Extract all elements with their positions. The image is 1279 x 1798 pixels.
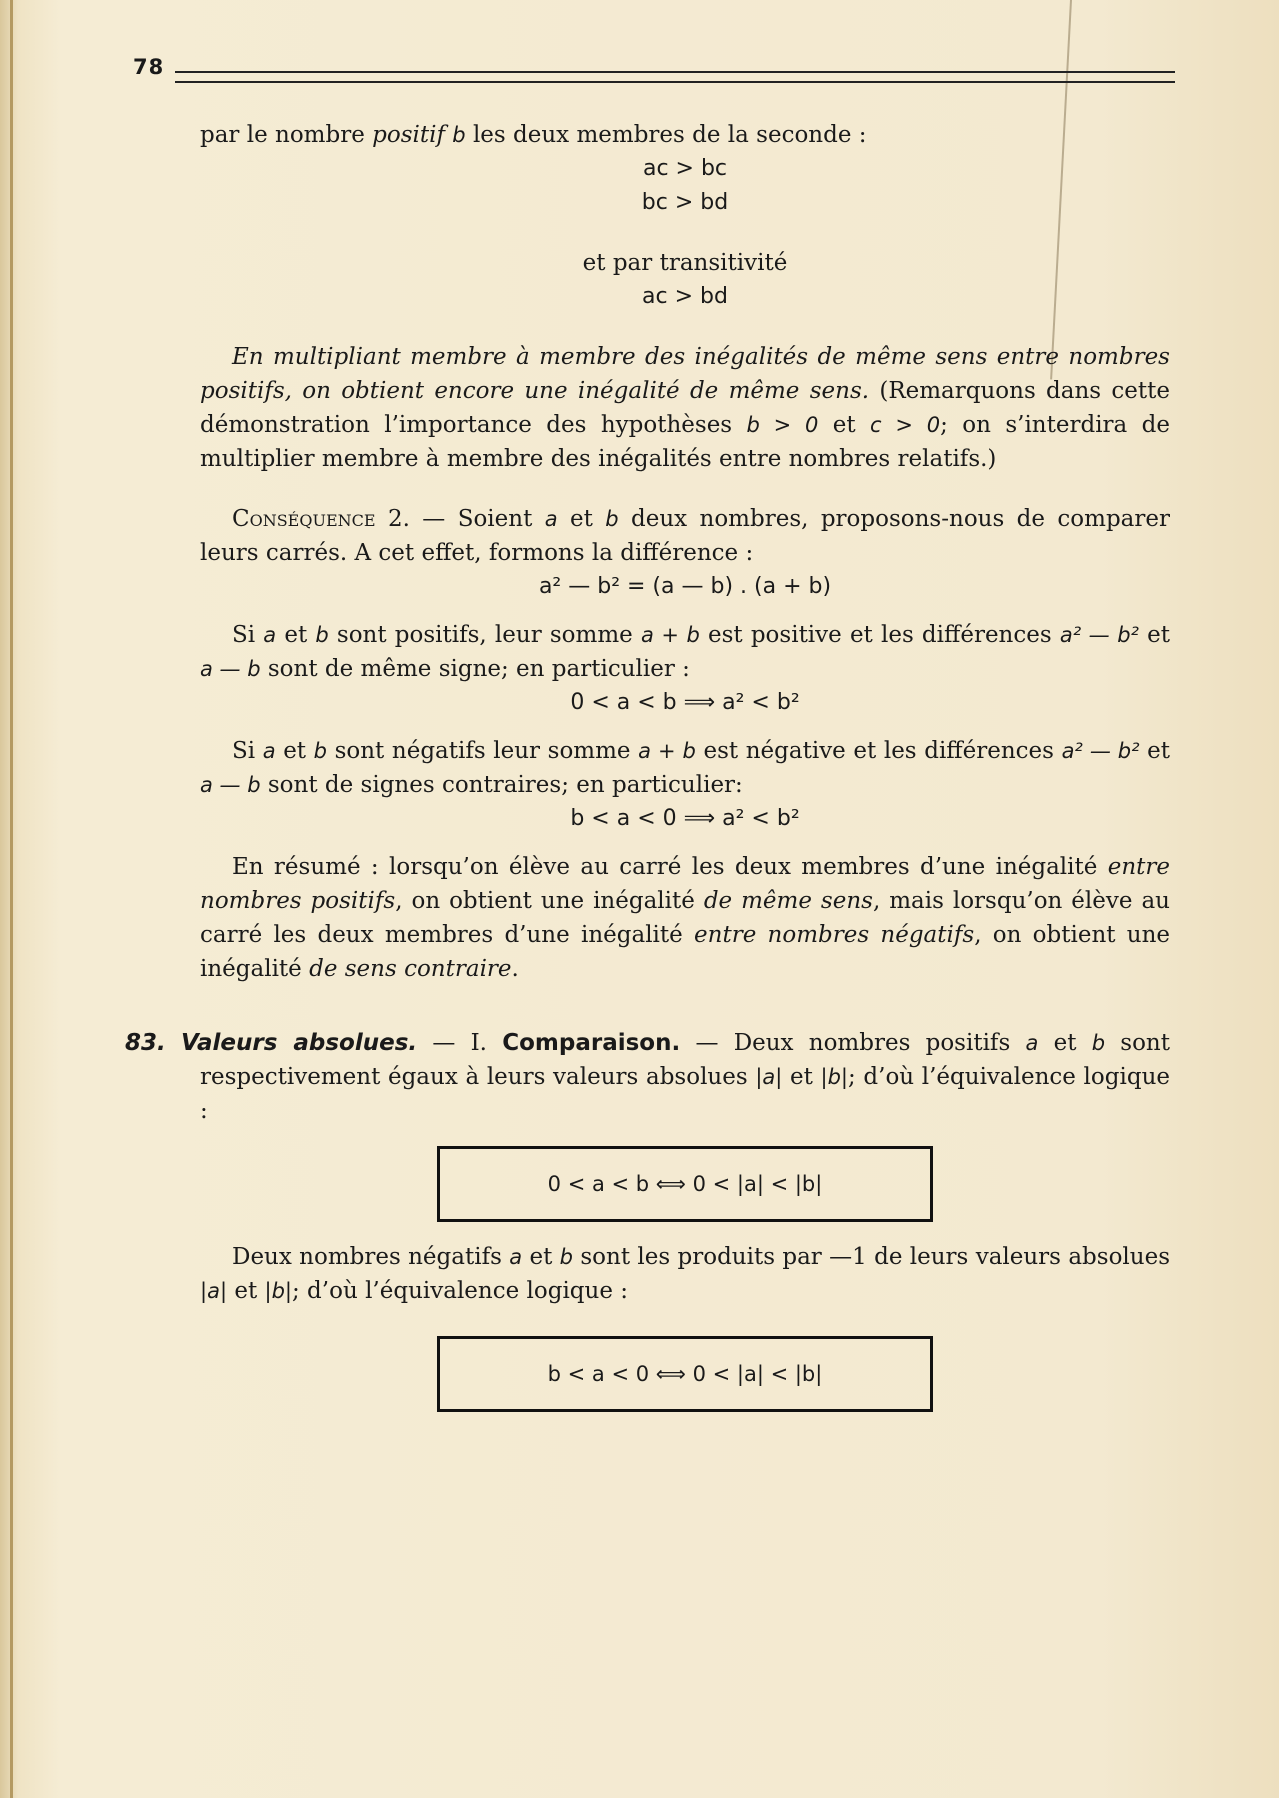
- section-number: 83.: [125, 1030, 166, 1056]
- intro-line: par le nombre positif b les deux membres de la seconde :: [200, 122, 867, 148]
- consequence-paragraph: Conséquence 2. — Soient a et b deux nombres, proposons-nous de comparer leurs carrés. A cet effet, formons la différence :: [200, 506, 1170, 566]
- equation-ac-bc: ac > bc: [642, 156, 728, 181]
- positive-case-paragraph: Si a et b sont positifs, leur somme a + b est positive et les différences a² — b² et a — b sont de même signe; en particulier :: [200, 622, 1171, 682]
- section-83-paragraph: 83. Valeurs absolues. — I. Comparaison. — Deux nombres positifs a et b sont respectivement égaux à leurs valeurs absolues |a| et |b|; d’où l’équivalence logique :: [125, 1030, 1170, 1124]
- header-rule: [175, 71, 1175, 83]
- difference-of-squares-formula: a² — b² = (a — b) . (a + b): [538, 574, 832, 599]
- page-content: [125, 118, 1171, 1430]
- rule-paragraph: En multipliant membre à membre des inégalités de même sens entre nombres positifs, on obtient encore une inégalité de même sens. (Remarquons dans cette démonstration l’importance des hypothèses b > 0 et c > 0; on s’interdira de multiplier membre à membre des inégalités entre nombres relatifs.): [200, 344, 1170, 472]
- negative-case-paragraph: Si a et b sont négatifs leur somme a + b est négative et les différences a² — b² et a — b sont de signes contraires; en particulier:: [200, 738, 1170, 798]
- negative-numbers-paragraph: Deux nombres négatifs a et b sont les produits par —1 de leurs valeurs absolues |a| et |b|; d’où l’équivalence logique :: [200, 1244, 1170, 1304]
- negative-implication: b < a < 0 ⟹ a² < b²: [570, 806, 800, 831]
- summary-paragraph: En résumé : lorsqu’on élève au carré les deux membres d’une inégalité entre nombres positifs, on obtient une inégalité de même sens, mais lorsqu’on élève au carré les deux membres d’une inégalité entre nombres négatifs, on obtient une inégalité de sens contraire.: [200, 854, 1170, 982]
- equivalence-box-negative: b < a < 0 ⟺ 0 < |a| < |b|: [437, 1336, 933, 1412]
- section-title: Valeurs absolues.: [181, 1030, 418, 1056]
- section-subtitle: Comparaison.: [502, 1030, 681, 1056]
- page-number: 78: [133, 55, 165, 79]
- equivalence-box-positive: 0 < a < b ⟺ 0 < |a| < |b|: [437, 1146, 933, 1222]
- positive-implication: 0 < a < b ⟹ a² < b²: [570, 690, 800, 715]
- binding-edge: [10, 0, 13, 1798]
- transitivity-line: et par transitivité: [582, 250, 788, 276]
- equation-bc-bd: bc > bd: [641, 190, 729, 215]
- equation-ac-bd: ac > bd: [642, 284, 728, 309]
